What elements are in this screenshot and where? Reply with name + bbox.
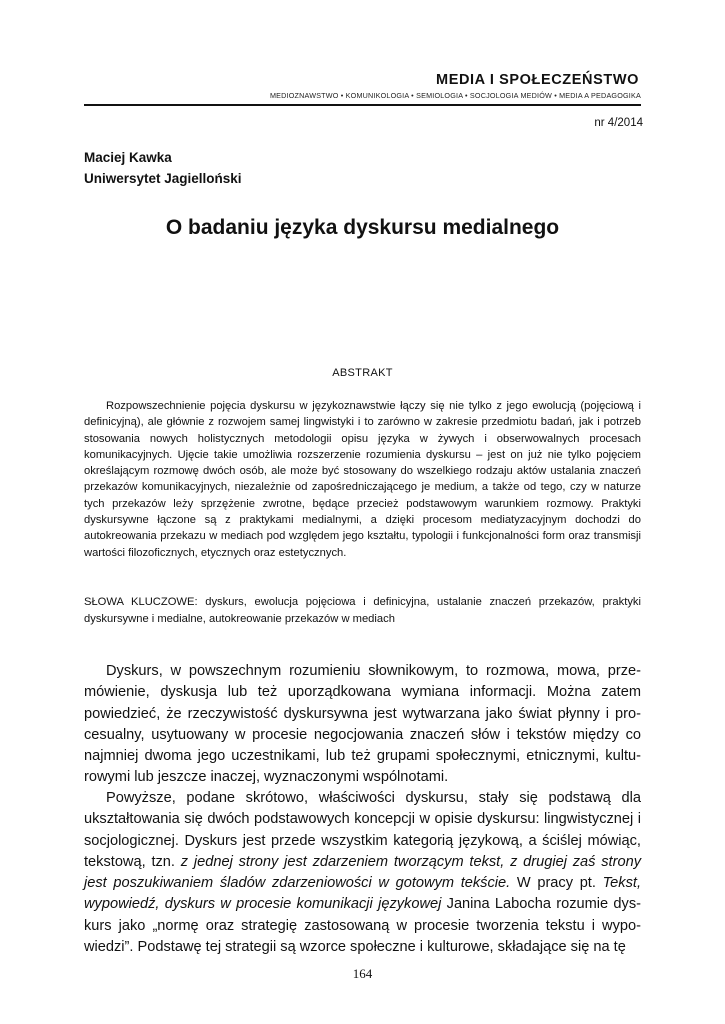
author-name: Maciej Kawka bbox=[84, 150, 172, 165]
abstract-heading: ABSTRAKT bbox=[332, 367, 393, 379]
journal-title: MEDIA I SPOŁECZEŃSTWO bbox=[436, 72, 639, 88]
journal-subtitle: MEDIOZNAWSTWO • KOMUNIKOLOGIA • SEMIOLOGIA • SOCJOLOGIA MEDIÓW • MEDIA A PEDAGOGIKA bbox=[269, 91, 641, 100]
body-paragraph-2-part-c: W pracy pt. bbox=[510, 875, 603, 892]
cited-work-title: Tekst, wypowiedź, dyskurs w procesie komunikacji językowej bbox=[84, 875, 642, 913]
header-rule bbox=[84, 104, 641, 106]
body-paragraph-1: Dyskurs, w powszechnym rozumieniu słownikowym, to rozmowa, mowa, przemówienie, dyskusja lub też uporządkowana wymiana informacji. Można zatem powiedzieć, że rzeczywistość dyskursywna jest wytwarzana jako świat płynny i procesualny, usytuowany w procesie negocjowania znaczeń słów i tekstów między co najmniej dwoma jego uczestnikami, lub też grupami społecznymi, etnicznymi, kulturowymi lub jeszcze inaczej, wyznaczonymi wspólnotami. bbox=[84, 663, 641, 786]
keywords: SŁOWA KLUCZOWE: dyskurs, ewolucja pojęciowa i definicyjna, ustalanie znaczeń przekazów, praktyki dyskursywne i medialne, autokreowanie przekazów w mediach bbox=[84, 596, 641, 625]
abstract-text: Rozpowszechnienie pojęcia dyskursu w językoznawstwie łączy się nie tylko z jego ewolucją (pojęciową i definicyjną), ale głównie z rozwojem samej lingwistyki i to zarówno w zakresie przedmiotu badań, jak i potrzeb stosowania nowych holistycznych metodologii opisu języka w żywych i obserwowalnych procesach komunikacyjnych. Ujęcie takie umożliwia rozszerzenie rozumienia dyskursu – jest on już nie tylko pojęciem określającym rozmowę dwóch osób, ale może być stosowany do wszelkiego rodzaju aktów ustalania znaczeń przekazów komunikacyjnych, niezależnie od zapośredniczającego je medium, a także od tego, czy w naturze tych przekazów leży sprzężenie zwrotne, będące przecież podstawowym warunkiem rozmowy. Praktyki dyskursywne łączone są z praktykami medialnymi, a dzięki procesom mediatyzacyjnym dochodzi do autokreowania przekazu w mediach pod względem jego kształtu, typologii i funkcjonalności form oraz transmisji wartości filozoficznych, etycznych oraz estetycznych. bbox=[84, 400, 641, 559]
page-number: 164 bbox=[352, 966, 373, 981]
issue-number: nr 4/2014 bbox=[594, 117, 643, 129]
body-paragraph-2-part-a: Powyższe, podane skrótowo, właściwości dyskursu, stały się podstawą dla ukształtowania się dwóch podstawowych koncepcji w opisie dyskursu: lingwistycznej i socjologicznej. Dyskurs jest przede wszystkim kategorią językową, a ściślej mówiąc, tekstową, tzn. bbox=[84, 790, 641, 870]
body-paragraph-2-emphasis-1: z jednej strony jest zdarzeniem tworzącym tekst, z drugiej zaś strony jest poszukiwaniem śladów zdarzeniowości w gotowym tekście. bbox=[84, 853, 642, 892]
author-affiliation: Uniwersytet Jagielloński bbox=[84, 171, 242, 186]
article-title: O badaniu języka dyskursu medialnego bbox=[165, 216, 560, 239]
body-paragraph-2 bbox=[84, 788, 641, 958]
body-paragraph-2-part-e: Janina Labocha rozumie dyskurs jako „normę oraz strategię zastosowaną w procesie tworzenia tekstu i wypowiedzi”. Podstawę tej strategii są wzorce społeczne i kulturowe, składające się na tę bbox=[84, 896, 641, 956]
